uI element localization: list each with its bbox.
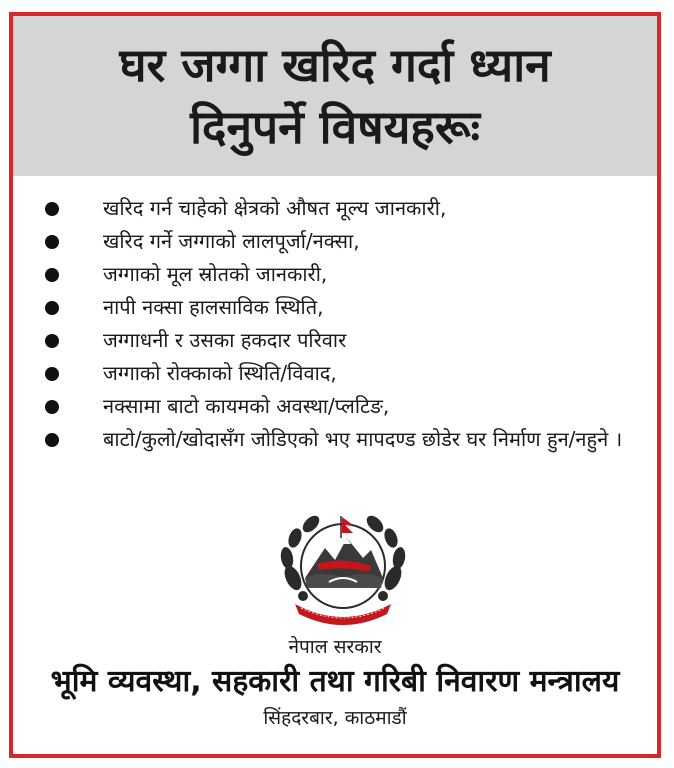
list-item-text: नक्सामा बाटो कायमको अवस्था/प्लटिङ, — [103, 394, 390, 418]
list-item-text: खरिद गर्ने जग्गाको लालपूर्जा/नक्सा, — [103, 229, 360, 253]
list-item-text: जग्गाको रोक्काको स्थिति/विवाद, — [103, 361, 337, 385]
bullet-icon — [45, 268, 59, 282]
title-banner — [13, 16, 657, 176]
ministry-name: भूमि व्यवस्था, सहकारी तथा गरिबी निवारण मन्त्रालय — [50, 664, 620, 699]
list-item — [39, 192, 639, 225]
list-item — [39, 423, 639, 456]
bullet-icon — [45, 367, 59, 381]
office-location: सिंहदरबार, काठमाडौं — [263, 707, 407, 729]
bullet-icon — [45, 433, 59, 447]
checklist — [39, 192, 639, 456]
list-item — [39, 258, 639, 291]
list-item-text: बाटो/कुलो/खोदासँग जोडिएको भए मापदण्ड छोडेर घर निर्माण हुन/नहुने । — [103, 427, 623, 451]
bullet-icon — [45, 301, 59, 315]
list-item — [39, 324, 639, 357]
list-item — [39, 225, 639, 258]
government-name: नेपाल सरकार — [288, 636, 382, 658]
nepal-government-emblem-icon — [273, 508, 413, 636]
bullet-icon — [45, 235, 59, 249]
list-item-text: खरिद गर्न चाहेको क्षेत्रको औषत मूल्य जानकारी, — [103, 196, 447, 220]
notice-frame — [9, 12, 661, 758]
list-item-text: जग्गाधनी र उसका हकदार परिवार — [103, 328, 347, 352]
title-line-1: घर जग्गा खरिद गर्दा ध्यान — [119, 38, 551, 92]
title-line-2: दिनुपर्ने विषयहरूः — [190, 100, 480, 154]
list-item — [39, 291, 639, 324]
issuer-block — [13, 634, 657, 732]
list-item — [39, 390, 639, 423]
bullet-icon — [45, 202, 59, 216]
list-item-text: जग्गाको मूल स्रोतको जानकारी, — [103, 262, 328, 286]
list-item — [39, 357, 639, 390]
bullet-icon — [45, 400, 59, 414]
bullet-icon — [45, 334, 59, 348]
list-item-text: नापी नक्सा हालसाविक स्थिति, — [103, 295, 324, 319]
